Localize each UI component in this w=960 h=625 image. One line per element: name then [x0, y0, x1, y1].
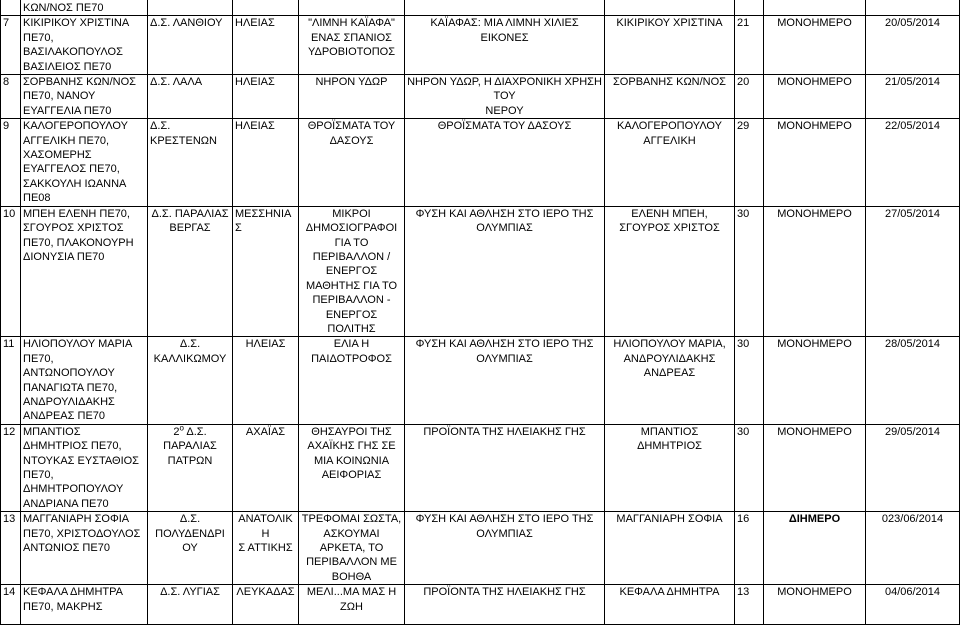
prefecture-cell: ΑΝΑΤΟΛΙΚΗ Σ ΑΤΤΙΚΗΣ — [233, 512, 299, 585]
duration-cell: ΜΟΝΟΗΜΕΡΟ — [764, 424, 866, 511]
theme-cell: ΠΡΟΪΟΝΤΑ ΤΗΣ ΗΛΕΙΑΚΗΣ ΓΗΣ — [405, 424, 605, 511]
row-number: 8 — [1, 75, 21, 119]
date-cell: 04/06/2014 — [866, 585, 960, 625]
school-cell: $2^o$ Δ.Σ. ΠΑΡΑΛΙΑΣ ΠΑΤΡΩΝ — [148, 424, 233, 511]
theme-cell: ΦΥΣΗ ΚΑΙ ΑΘΛΗΣΗ ΣΤΟ ΙΕΡΟ ΤΗΣ ΟΛΥΜΠΙΑΣ — [405, 206, 605, 337]
coordinator-cell: ΣΟΡΒΑΝΗΣ ΚΩΝ/ΝΟΣ — [605, 75, 735, 119]
school-cell: Δ.Σ. ΛΑΝΘΙΟΥ — [148, 16, 233, 75]
teachers-cell: ΗΛΙΟΠΟΥΛΟΥ ΜΑΡΙΑ ΠΕ70, ΑΝΤΩΝΟΠΟΥΛΟΥ ΠΑΝΑΓΙΩΤΑ ΠΕ70, ΑΝΔΡΟΥΛΙΔΑΚΗΣ ΑΝΔΡΕΑΣ ΠΕ70 — [21, 337, 148, 424]
coordinator-cell: ΚΕΦΑΛΑ ΔΗΜΗΤΡΑ — [605, 585, 735, 625]
prefecture-cell: ΗΛΕΙΑΣ — [233, 119, 299, 206]
teachers-cell: ΜΑΓΓΑΝΙΑΡΗ ΣΟΦΙΑ ΠΕ70, ΧΡΙΣΤΟΔΟΥΛΟΣ ΑΝΤΩΝΙΟΣ ΠΕ70 — [21, 512, 148, 585]
table-row — [1, 16, 960, 75]
date-cell: 20/05/2014 — [866, 16, 960, 75]
theme-cell: ΦΥΣΗ ΚΑΙ ΑΘΛΗΣΗ ΣΤΟ ΙΕΡΟ ΤΗΣ ΟΛΥΜΠΙΑΣ — [405, 337, 605, 424]
program-title-cell: ΘΡΟΪΣΜΑΤΑ ΤΟΥ ΔΑΣΟΥΣ — [299, 119, 405, 206]
teachers-cell: ΣΟΡΒΑΝΗΣ ΚΩΝ/ΝΟΣ ΠΕ70, ΝΑΝΟΥ ΕΥΑΓΓΕΛΙΑ ΠΕ70 — [21, 75, 148, 119]
row-number: 7 — [1, 16, 21, 75]
teachers-cell: ΚΩΝ/ΝΟΣ ΠΕ70 — [21, 0, 148, 16]
table-row — [1, 75, 960, 119]
school-cell: Δ.Σ. ΚΑΛΛΙΚΩΜΟΥ — [148, 337, 233, 424]
program-title-cell: ΤΡΕΦΟΜΑΙ ΣΩΣΤΑ, ΑΣΚΟΥΜΑΙ ΑΡΚΕΤΑ, ΤΟ ΠΕΡΙΒΑΛΛΟΝ ΜΕ ΒΟΗΘΑ — [299, 512, 405, 585]
school-cell: Δ.Σ. ΛΑΛΑ — [148, 75, 233, 119]
program-title-cell: "ΛΙΜΝΗ ΚΑΪΑΦΑ" ΕΝΑΣ ΣΠΑΝΙΟΣ ΥΔΡΟΒΙΟΤΟΠΟΣ — [299, 16, 405, 75]
table-row — [1, 206, 960, 337]
school-cell: Δ.Σ. ΛΥΓΙΑΣ — [148, 585, 233, 625]
program-title-cell: ΜΕΛΙ...ΜΑ ΜΑΣ Η ΖΩΗ — [299, 585, 405, 625]
prefecture-cell: ΗΛΕΙΑΣ — [233, 337, 299, 424]
teachers-cell: ΚΑΛΟΓΕΡΟΠΟΥΛΟΥ ΑΓΓΕΛΙΚΗ ΠΕ70, ΧΑΣΟΜΕΡΗΣ ΕΥΑΓΓΕΛΟΣ ΠΕ70, ΣΑΚΚΟΥΛΗ ΙΩΑΝΝΑ ΠΕ08 — [21, 119, 148, 206]
row-number: 13 — [1, 512, 21, 585]
duration-cell: ΜΟΝΟΗΜΕΡΟ — [764, 119, 866, 206]
participants-cell: 29 — [735, 119, 764, 206]
date-cell: 28/05/2014 — [866, 337, 960, 424]
duration-cell: ΜΟΝΟΗΜΕΡΟ — [764, 16, 866, 75]
theme-cell: ΝΗΡΟΝ ΥΔΩΡ, Η ΔΙΑΧΡΟΝΙΚΗ ΧΡΗΣΗ ΤΟΥ ΝΕΡΟΥ — [405, 75, 605, 119]
participants-cell: 16 — [735, 512, 764, 585]
table-row — [1, 337, 960, 424]
prefecture-cell: ΛΕΥΚΑΔΑΣ — [233, 585, 299, 625]
program-title-cell: ΕΛΙΑ Η ΠΑΙΔΟΤΡΟΦΟΣ — [299, 337, 405, 424]
program-title-cell: ΜΙΚΡΟΙ ΔΗΜΟΣΙΟΓΡΑΦΟΙ ΓΙΑ ΤΟ ΠΕΡΙΒΑΛΛΟΝ / ΕΝΕΡΓΟΣ ΜΑΘΗΤΗΣ ΓΙΑ ΤΟ ΠΕΡΙΒΑΛΛΟΝ - ΕΝΕΡΓΟΣ ΠΟΛΙΤΗΣ — [299, 206, 405, 337]
duration-cell: ΔΙΗΜΕΡΟ — [764, 512, 866, 585]
program-title-cell: ΘΗΣΑΥΡΟΙ ΤΗΣ ΑΧΑΪΚΗΣ ΓΗΣ ΣΕ ΜΙΑ ΚΟΙΝΩΝΙΑ ΑΕΙΦΟΡΙΑΣ — [299, 424, 405, 511]
theme-cell: ΚΑΪΑΦΑΣ: ΜΙΑ ΛΙΜΝΗ ΧΙΛΙΕΣ ΕΙΚΟΝΕΣ — [405, 16, 605, 75]
duration-cell: ΜΟΝΟΗΜΕΡΟ — [764, 337, 866, 424]
row-number: 10 — [1, 206, 21, 337]
date-cell: 023/06/2014 — [866, 512, 960, 585]
theme-cell: ΦΥΣΗ ΚΑΙ ΑΘΛΗΣΗ ΣΤΟ ΙΕΡΟ ΤΗΣ ΟΛΥΜΠΙΑΣ — [405, 512, 605, 585]
participants-cell: 20 — [735, 75, 764, 119]
participants-cell: 30 — [735, 206, 764, 337]
date-cell: 29/05/2014 — [866, 424, 960, 511]
program-title-cell: ΝΗΡΟΝ ΥΔΩΡ — [299, 75, 405, 119]
table-row — [1, 585, 960, 625]
theme-cell: ΠΡΟΪΟΝΤΑ ΤΗΣ ΗΛΕΙΑΚΗΣ ΓΗΣ — [405, 585, 605, 625]
table-row — [1, 424, 960, 511]
row-number: 11 — [1, 337, 21, 424]
coordinator-cell: ΜΑΓΓΑΝΙΑΡΗ ΣΟΦΙΑ — [605, 512, 735, 585]
coordinator-cell: ΕΛΕΝΗ ΜΠΕΗ, ΣΓΟΥΡΟΣ ΧΡΙΣΤΟΣ — [605, 206, 735, 337]
prefecture-cell: ΜΕΣΣΗΝΙΑΣ — [233, 206, 299, 337]
school-cell: Δ.Σ. ΠΟΛΥΔΕΝΔΡΙ ΟΥ — [148, 512, 233, 585]
teachers-cell: ΚΙΚΙΡΙΚΟΥ ΧΡΙΣΤΙΝΑ ΠΕ70, ΒΑΣΙΛΑΚΟΠΟΥΛΟΣ ΒΑΣΙΛΕΙΟΣ ΠΕ70 — [21, 16, 148, 75]
duration-cell: ΜΟΝΟΗΜΕΡΟ — [764, 206, 866, 337]
date-cell: 22/05/2014 — [866, 119, 960, 206]
participants-cell: 30 — [735, 424, 764, 511]
duration-cell: ΜΟΝΟΗΜΕΡΟ — [764, 585, 866, 625]
date-cell: 21/05/2014 — [866, 75, 960, 119]
date-cell: 27/05/2014 — [866, 206, 960, 337]
teachers-cell: ΜΠΕΗ ΕΛΕΝΗ ΠΕ70, ΣΓΟΥΡΟΣ ΧΡΙΣΤΟΣ ΠΕ70, ΠΛΑΚΟΝΟΥΡΗ ΔΙΟΝΥΣΙΑ ΠΕ70 — [21, 206, 148, 337]
coordinator-cell: ΚΑΛΟΓΕΡΟΠΟΥΛΟΥ ΑΓΓΕΛΙΚΗ — [605, 119, 735, 206]
participants-cell: 30 — [735, 337, 764, 424]
coordinator-cell: ΜΠΑΝΤΙΟΣ ΔΗΜΗΤΡΙΟΣ — [605, 424, 735, 511]
theme-cell: ΘΡΟΪΣΜΑΤΑ ΤΟΥ ΔΑΣΟΥΣ — [405, 119, 605, 206]
prefecture-cell: ΗΛΕΙΑΣ — [233, 75, 299, 119]
table-row — [1, 512, 960, 585]
row-number: 9 — [1, 119, 21, 206]
prefecture-cell: ΑΧΑΪΑΣ — [233, 424, 299, 511]
participants-cell: 21 — [735, 16, 764, 75]
participants-cell: 13 — [735, 585, 764, 625]
coordinator-cell: ΚΙΚΙΡΙΚΟΥ ΧΡΙΣΤΙΝΑ — [605, 16, 735, 75]
prefecture-cell: ΗΛΕΙΑΣ — [233, 16, 299, 75]
teachers-cell: ΚΕΦΑΛΑ ΔΗΜΗΤΡΑ ΠΕ70, ΜΑΚΡΗΣ — [21, 585, 148, 625]
row-number: 12 — [1, 424, 21, 511]
table-row — [1, 119, 960, 206]
duration-cell: ΜΟΝΟΗΜΕΡΟ — [764, 75, 866, 119]
school-cell: Δ.Σ. ΠΑΡΑΛΙΑΣ ΒΕΡΓΑΣ — [148, 206, 233, 337]
school-cell: Δ.Σ. ΚΡΕΣΤΕΝΩΝ — [148, 119, 233, 206]
teachers-cell: ΜΠΑΝΤΙΟΣ ΔΗΜΗΤΡΙΟΣ ΠΕ70, ΝΤΟΥΚΑΣ ΕΥΣΤΑΘΙΟΣ ΠΕ70, ΔΗΜΗΤΡΟΠΟΥΛΟΥ ΑΝΔΡΙΑΝΑ ΠΕ70 — [21, 424, 148, 511]
row-number: 14 — [1, 585, 21, 625]
table-row-partial — [1, 0, 960, 16]
coordinator-cell: ΗΛΙΟΠΟΥΛΟΥ ΜΑΡΙΑ, ΑΝΔΡΟΥΛΙΔΑΚΗΣ ΑΝΔΡΕΑΣ — [605, 337, 735, 424]
